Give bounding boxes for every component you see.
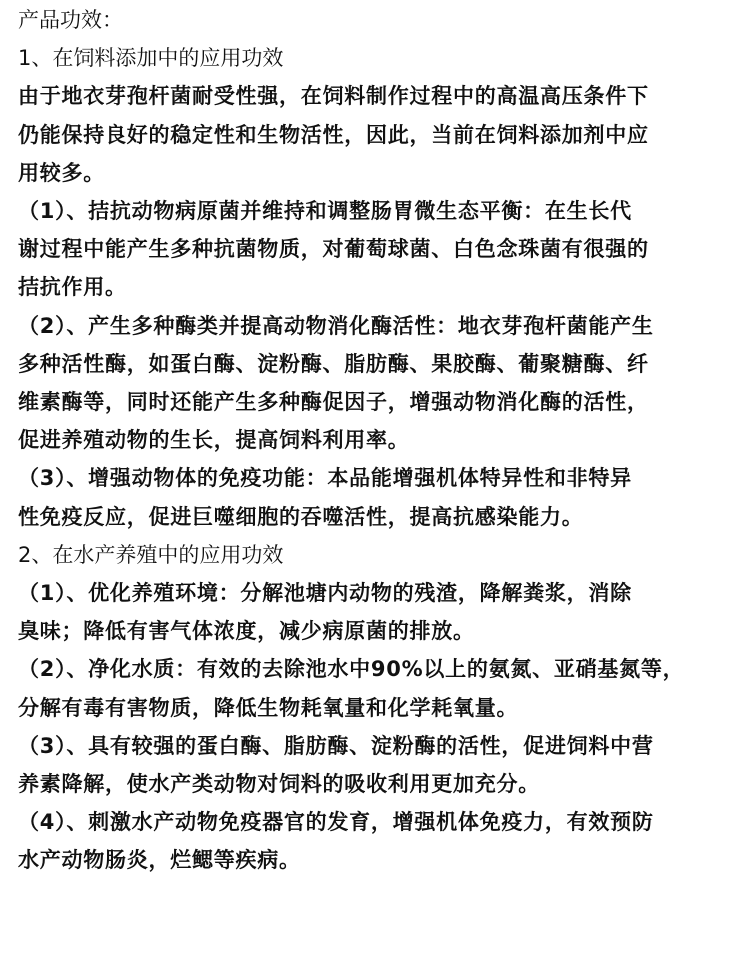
section1-item2 <box>18 307 748 460</box>
section1-item3 <box>18 459 748 535</box>
paragraph-line: 分解有毒有害物质，降低生物耗氧量和化学耗氧量。 <box>18 695 519 720</box>
paragraph-line: （2）、产生多种酶类并提高动物消化酶活性：地衣芽孢杆菌能产生 <box>18 313 654 338</box>
paragraph-line: 仍能保持良好的稳定性和生物活性，因此，当前在饲料添加剂中应 <box>18 122 649 147</box>
paragraph-line: （4）、刺激水产动物免疫器官的发育，增强机体免疫力，有效预防 <box>18 810 654 835</box>
paragraph-line: 拮抗作用。 <box>18 275 127 300</box>
section2-item4 <box>18 803 748 879</box>
document-body <box>18 1 748 880</box>
paragraph-line: （2）、净化水质：有效的去除池水中90%以上的氨氮、亚硝基氮等， <box>18 657 685 682</box>
paragraph-line: （3）、具有较强的蛋白酶、脂肪酶、淀粉酶的活性，促进饲料中营 <box>18 733 654 758</box>
paragraph-line: 促进养殖动物的生长，提高饲料利用率。 <box>18 428 410 453</box>
paragraph-line: 水产动物肠炎，烂鳃等疾病。 <box>18 848 301 873</box>
paragraph-line: 谢过程中能产生多种抗菌物质，对葡萄球菌、白色念珠菌有很强的 <box>18 237 649 262</box>
section2-heading: 2、在水产养殖中的应用功效 <box>18 542 284 567</box>
paragraph-line: 养素降解，使水产类动物对饲料的吸收利用更加充分。 <box>18 772 540 797</box>
section1-heading: 1、在饲料添加中的应用功效 <box>18 46 284 71</box>
paragraph-line: 由于地衣芽孢杆菌耐受性强，在饲料制作过程中的高温高压条件下 <box>18 84 649 109</box>
section2-item1 <box>18 574 748 650</box>
paragraph-line: 用较多。 <box>18 160 105 185</box>
paragraph-line: （1）、拮抗动物病原菌并维持和调整肠胃微生态平衡：在生长代 <box>18 199 632 224</box>
paragraph-line: 臭味；降低有害气体浓度，减少病原菌的排放。 <box>18 619 475 644</box>
paragraph-line: 多种活性酶，如蛋白酶、淀粉酶、脂肪酶、果胶酶、葡聚糖酶、纤 <box>18 351 649 376</box>
document-title: 产品功效： <box>18 8 123 32</box>
section1-item1 <box>18 192 748 307</box>
section2-item2 <box>18 650 748 726</box>
section1-intro <box>18 77 748 192</box>
paragraph-line: 性免疫反应，促进巨噬细胞的吞噬活性，提高抗感染能力。 <box>18 504 584 529</box>
paragraph-line: （1）、优化养殖环境：分解池塘内动物的残渣，降解粪浆，消除 <box>18 581 632 606</box>
paragraph-line: （3）、增强动物体的免疫功能：本品能增强机体特异性和非特异 <box>18 466 632 491</box>
paragraph-line: 维素酶等，同时还能产生多种酶促因子，增强动物消化酶的活性， <box>18 390 649 415</box>
section2-item3 <box>18 727 748 803</box>
